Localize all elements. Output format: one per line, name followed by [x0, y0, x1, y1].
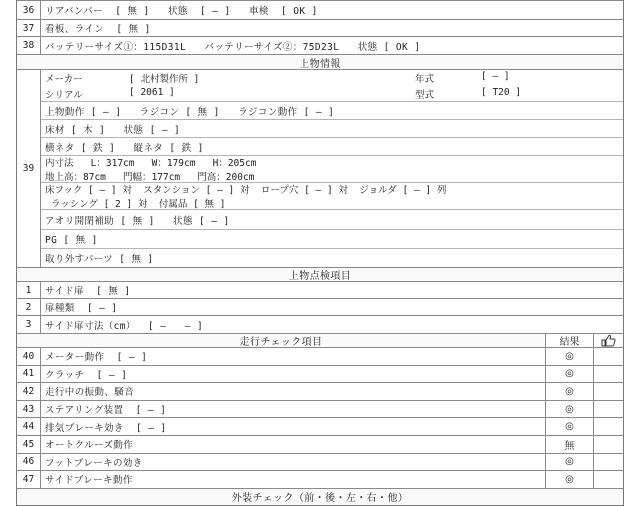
driving-check-row [17, 470, 623, 488]
check-item-text: ステアリング装置 [ ― ] [45, 405, 167, 417]
result-header: 結果 [545, 334, 593, 347]
check-result: ◎ [545, 383, 593, 400]
check-result: ◎ [545, 418, 593, 435]
extra-cell [593, 348, 623, 365]
tailgate-assist-line: アオリ開閉補助 [ 無 ] 状態 [ ― ] [41, 209, 623, 229]
extra-cell [593, 471, 623, 488]
row-number: 43 [17, 401, 41, 418]
row-number: 44 [17, 418, 41, 435]
check-item-text: クラッチ [ ― ] [45, 369, 128, 381]
row-number: 2 [17, 299, 41, 315]
dimensions-block [41, 155, 623, 182]
removable-parts-line: 取り外すパーツ [ 無 ] [41, 248, 623, 267]
year-label: 年式 [415, 73, 435, 85]
row-number: 1 [17, 282, 41, 298]
row-number: 38 [17, 37, 41, 54]
upper-check-header-row [17, 267, 623, 281]
check-result: ◎ [545, 454, 593, 471]
upper-check-row [17, 281, 623, 298]
check-result: ◎ [545, 348, 593, 365]
year-value: [ ― ] [481, 70, 510, 82]
extra-cell [593, 418, 623, 435]
upper-operation-line: 上物動作 [ ― ] ラジコン [ 無 ] ラジコン動作 [ ― ] [41, 101, 623, 119]
driving-check-row [17, 400, 623, 418]
check-result: ◎ [545, 366, 593, 383]
ground-height: 地上高：87cm 門幅：177cm 門高：200cm [45, 172, 255, 183]
row-number: 3 [17, 316, 41, 333]
maker-value: [ 北村製作所 ] [129, 73, 200, 85]
check-item-text: オートクルーズ動作 [45, 440, 134, 452]
side-door-size-text: サイド扉寸法（cm） [ ― ― ] [45, 320, 204, 332]
driving-check-row [17, 382, 623, 400]
pg-line: PG [ 無 ] [41, 229, 623, 248]
row-number: 39 [17, 70, 41, 267]
inner-dimensions: 内寸法 L：317cm W：179cm H：205cm [45, 158, 257, 169]
row-number: 46 [17, 454, 41, 471]
inspection-sheet [16, 0, 624, 506]
driving-check-row [17, 453, 623, 471]
row-37 [17, 19, 623, 36]
upper-check-row [17, 315, 623, 333]
row-number: 37 [17, 20, 41, 36]
exterior-check-header-row [17, 488, 623, 505]
check-result: 無 [545, 436, 593, 453]
row-number: 36 [17, 1, 41, 19]
driving-check-row [17, 417, 623, 435]
hooks-line: 床フック [ ― ] 対 スタンション [ ― ] 対 ロープ穴 [ ― ] 対 ジョルダ [ ― ] 列 [45, 185, 447, 196]
floor-material-line: 床材 [ 木 ] 状態 [ ― ] [41, 119, 623, 137]
check-item-text: メーター動作 [ ― ] [45, 352, 148, 364]
row-number: 47 [17, 471, 41, 488]
rear-bumper-text: リアバンパー [ 無 ] 状態 [ ― ] 車検 [ OK ] [45, 6, 318, 17]
model-value: [ T20 ] [481, 86, 522, 98]
check-item-text: 走行中の振動、騒音 [45, 387, 135, 399]
lashing-line: ラッシング [ 2 ] 対 付属品 [ 無 ] [51, 199, 226, 210]
upper-check-row [17, 298, 623, 315]
row-number: 45 [17, 436, 41, 453]
side-door-text: サイド扉 [ 無 ] [45, 286, 131, 297]
check-item-text: フットブレーキの効き [45, 457, 143, 469]
upper-info-body [41, 70, 623, 267]
check-result: ◎ [545, 401, 593, 418]
maker-serial-block [41, 70, 623, 101]
row-number: 40 [17, 348, 41, 365]
extra-cell [593, 436, 623, 453]
driving-check-row [17, 365, 623, 383]
extra-cell [593, 383, 623, 400]
upper-check-title: 上物点検項目 [17, 268, 623, 281]
exterior-check-title: 外装チェック（前・後・左・右・他） [17, 489, 623, 505]
row-39 [17, 69, 623, 267]
serial-value: [ 2061 ] [129, 86, 175, 98]
check-item-text: サイドブレーキ動作 [45, 475, 133, 487]
row-36 [17, 0, 623, 19]
upper-info-header-row [17, 54, 623, 69]
signboard-text: 看板、ライン [ 無 ] [45, 24, 151, 35]
extra-cell [593, 454, 623, 471]
row-number: 42 [17, 383, 41, 400]
driving-check-row [17, 435, 623, 453]
extra-cell [593, 366, 623, 383]
driving-check-title: 走行チェック項目 [17, 334, 545, 347]
driving-check-header-row [17, 333, 623, 347]
row-38 [17, 36, 623, 54]
check-result: ◎ [545, 471, 593, 488]
thumbs-up-icon [593, 334, 623, 347]
battery-text: バッテリーサイズ①：115D31L バッテリーサイズ②：75D23L 状態 [ OK ] [45, 41, 421, 53]
driving-check-row [17, 347, 623, 365]
cross-members-line: 横ネタ [ 鉄 ] 縦ネタ [ 鉄 ] [41, 137, 623, 155]
upper-info-title: 上物情報 [17, 55, 623, 69]
door-type-text: 扉種類 [ ― ] [45, 303, 118, 314]
check-item-text: 排気ブレーキ効き [ ― ] [45, 422, 167, 434]
model-label: 型式 [415, 89, 435, 101]
maker-label: メーカー [45, 73, 83, 85]
extra-cell [593, 401, 623, 418]
serial-label: シリアル [45, 89, 83, 101]
hooks-block [41, 182, 623, 209]
row-number: 41 [17, 366, 41, 383]
